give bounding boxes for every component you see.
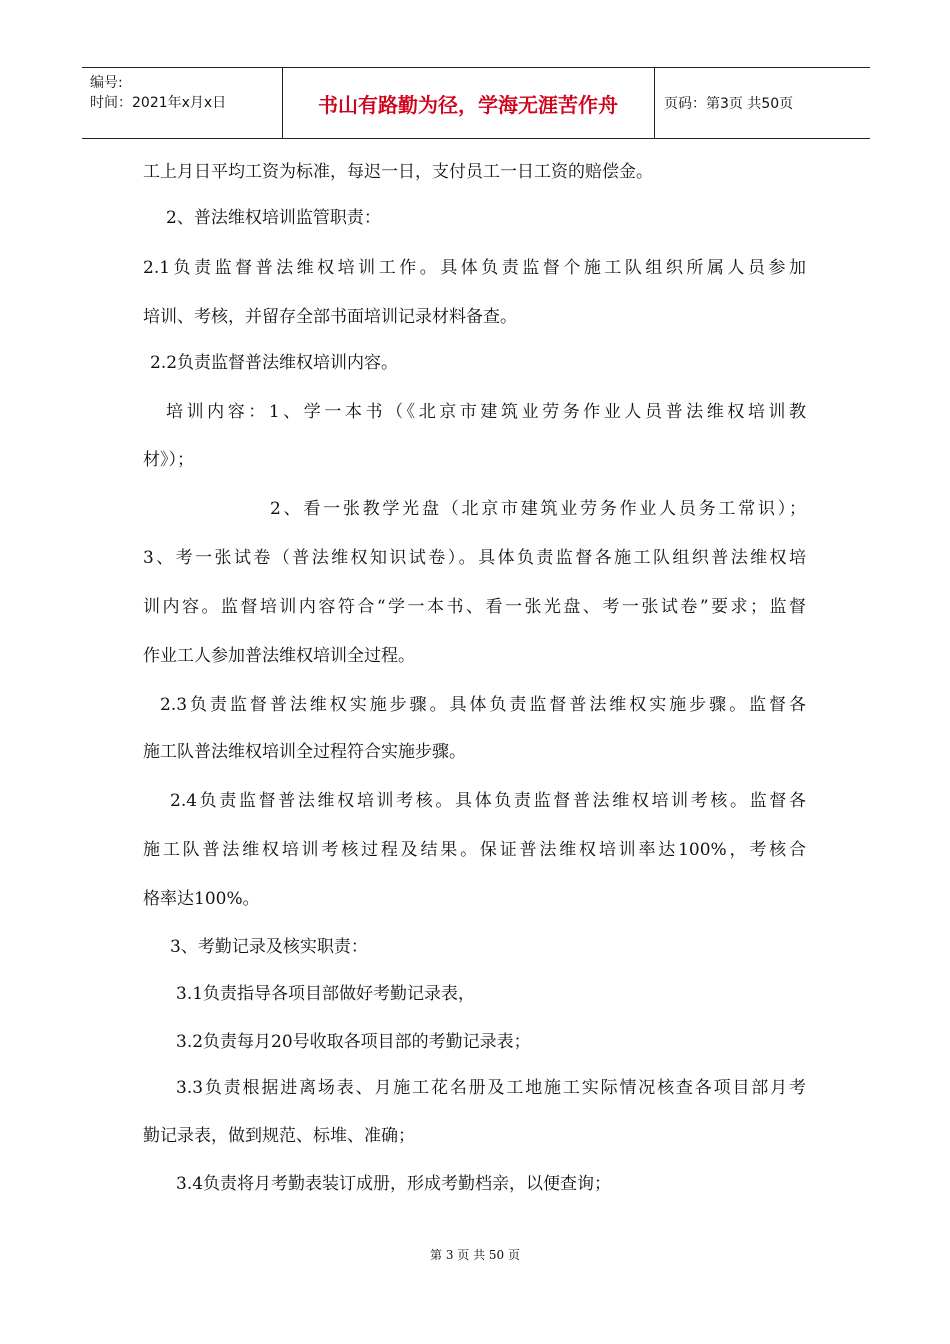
body-line: 3.4负责将月考勤表装订成册，形成考勤档亲，以便查询； (176, 1174, 612, 1194)
body-line: 2、看一张教学光盘（北京市建筑业劳务作业人员务工常识）； (270, 499, 806, 519)
body-line: 2.1负责监督普法维权培训工作。具体负责监督个施工队组织所属人员参加 (143, 258, 806, 278)
header-page-label: 页码：第3页 共50页 (664, 96, 794, 112)
section-heading: 2、普法维权培训监管职责： (166, 208, 381, 228)
time-label: 时间：2021年x月x日 (90, 95, 227, 111)
body-line: 施工队普法维权培训考核过程及结果。保证普法维权培训率达100%，考核合 (143, 840, 806, 860)
body-line: 2.4负责监督普法维权培训考核。具体负责监督普法维权培训考核。监督各 (170, 791, 806, 811)
header-motto: 书山有路勤为径，学海无涯苦作舟 (318, 92, 618, 117)
body-line: 3.3负责根据进离场表、月施工花名册及工地施工实际情况核查各项目部月考 (176, 1078, 806, 1098)
body-line: 3.2负责每月20号收取各项目部的考勤记录表； (176, 1032, 531, 1052)
body-line: 材》）； (143, 450, 194, 470)
body-line: 培训内容：1、学一本书（《北京市建筑业劳务作业人员普法维权培训教 (166, 402, 806, 422)
body-line: 3、考一张试卷（普法维权知识试卷）。具体负责监督各施工队组织普法维权培 (143, 548, 806, 568)
body-line: 2.3负责监督普法维权实施步骤。具体负责监督普法维权实施步骤。监督各 (160, 695, 806, 715)
page-header (82, 67, 870, 139)
header-divider (654, 68, 655, 138)
number-label: 编号: (90, 75, 123, 91)
section-heading: 3、考勤记录及核实职责： (170, 937, 368, 957)
body-line: 勤记录表，做到规范、标堆、准确； (143, 1126, 415, 1146)
body-line: 培训、考核，并留存全部书面培训记录材料备查。 (143, 307, 517, 327)
page-footer: 第 3 页 共 50 页 (430, 1248, 520, 1262)
header-meta (90, 73, 226, 113)
body-line: 格率达100%。 (143, 889, 260, 909)
body-line: 作业工人参加普法维权培训全过程。 (143, 646, 415, 666)
body-line: 3.1负责指导各项目部做好考勤记录表， (176, 984, 476, 1004)
body-line: 2.2负责监督普法维权培训内容。 (150, 353, 399, 373)
body-line: 施工队普法维权培训全过程符合实施步骤。 (143, 742, 466, 762)
body-line: 工上月日平均工资为标准，每迟一日，支付员工一日工资的赔偿金。 (143, 162, 653, 182)
body-line: 训内容。监督培训内容符合“学一本书、看一张光盘、考一张试卷”要求；监督 (143, 597, 806, 617)
